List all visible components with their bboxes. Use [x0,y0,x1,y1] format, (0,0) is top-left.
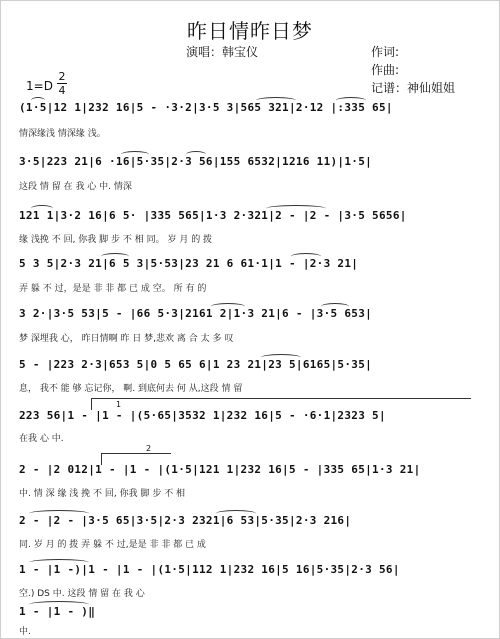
volta-2-bracket [101,453,171,454]
volta-1-bracket [91,398,471,399]
slur-mark [31,205,53,212]
lyrics-row-4: 弄 躲 不 过，是是 非 非 都 已 成 空。 所 有 的 [19,284,207,294]
lyrics-row-8: 中. 情 深 缘 浅 挽 不 回, 你我 脚 步 不 相 [19,489,186,499]
composer-credit: 作曲: [371,63,400,77]
slur-mark [121,151,149,158]
lyrics-row-9: 同. 岁 月 的 拨 弄 躲 不 过,是是 非 非 都 已 成 [19,540,206,550]
notation-row-6: 5 - |223 2·3|653 5|0 5 65 6|1 23 21|23 5|6165|5·35| [19,358,373,371]
singer-credit: 演唱：韩宝仪 [186,45,259,59]
notation-row-3: 121 1|3·2 16|6 5· |335 565|1·3 2·321|2 - |2 - |3·5 5656| [19,209,407,222]
notation-row-11: 1 - |1 - )‖ [19,605,96,618]
lyrics-row-10: 空.) DS 中. 这段 情 留 在 我 心 [19,589,145,599]
lyrics-row-1: 情深缘浅 情深缘 浅。 [19,129,106,139]
time-signature-top: 2 [58,70,66,83]
slur-mark [336,97,366,104]
lyrics-row-3: 缘 浅挽 不 回, 你我 脚 步 不 相 同。 岁 月 的 拨 [19,235,213,245]
lyrics-row-5: 梦 深埋我 心， 昨日情啊 昨 日 梦,悲欢 离 合 太 多 叹 [19,334,234,344]
slur-mark [31,97,45,104]
lyrics-row-7: 在我 心 中. [19,434,64,444]
time-signature-bottom: 4 [58,84,66,97]
lyrics-row-11: 中. [19,627,31,637]
lyrics-row-6: 息， 我不 能 够 忘记你， 啊. 到底何去 何 从,这段 情 留 [19,384,243,394]
slur-mark [211,303,245,310]
song-title: 昨日情昨日梦 [187,19,313,43]
volta-1-number: 1 [116,400,122,409]
notation-row-4: 5 3 5|2·3 21|6 5 3|5·53|23 21 6 61·1|1 - |2·3 21| [19,257,359,270]
slur-mark [321,303,349,310]
key-signature: 1=D [26,79,53,93]
slur-mark [29,601,89,608]
slur-mark [216,510,256,517]
notation-row-9: 2 - |2 - |3·5 65|3·5|2·3 2321|6 53|5·35|2·3 216| [19,514,352,527]
transcriber-credit: 记谱：神仙姐姐 [371,81,456,95]
lyricist-credit: 作词: [371,45,400,59]
notation-row-2: 3·5|223 21|6 ·16|5·35|2·3 56|155 6532|1216 11)|1·5| [19,155,373,168]
slur-mark [256,97,296,104]
notation-row-7: 223 56|1 - |1 - |(5·65|3532 1|232 16|5 - ·6·1|2323 5| [19,409,386,422]
slur-mark [261,354,301,361]
notation-row-10: 1 - |1 -)|1 - |1 - |(1·5|112 1|232 16|5 16|5·35|2·3 56| [19,563,400,576]
time-signature [57,71,67,96]
volta-2-number: 2 [146,444,152,453]
lyrics-row-2: 这段 情 留 在 我 心 中. 情深 [19,182,132,192]
notation-row-1: (1·5|12 1|232 16|5 - ·3·2|3·5 3|565 321|2·12 |:335 65| [19,101,393,114]
notation-row-8: 2 - |2 012|1 - |1 - |(1·5|121 1|232 16|5 - |335 65|1·3 21| [19,463,421,476]
slur-mark [29,559,89,566]
slur-mark [29,510,89,517]
slur-mark [186,151,206,158]
notation-row-5: 3 2·|3·5 53|5 - |66 5·3|2161 2|1·3 21|6 - |3·5 653| [19,307,373,320]
slur-mark [266,205,326,212]
slur-mark [101,253,129,260]
slur-mark [291,253,321,260]
